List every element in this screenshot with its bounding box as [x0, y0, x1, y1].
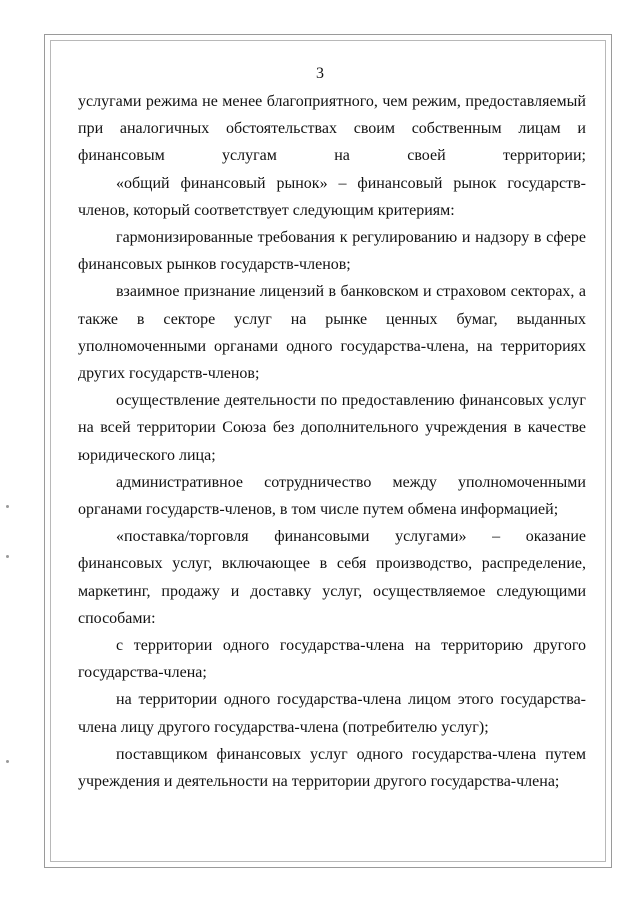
paragraph: «общий финансовый рынок» – финансовый рынок государств-членов, который соответствует следующим критериям:: [78, 174, 586, 219]
paragraph: поставщиком финансовых услуг одного государства-члена путем учреждения и деятельности на территории другого государства-члена;: [78, 745, 586, 791]
scan-mark: [6, 505, 9, 508]
paragraph: «поставка/торговля финансовыми услугами» – оказание финансовых услуг, включающее в себя производство, распределение, маркетинг, продажу и доставку услуг, осуществляемое следующими способами:: [78, 528, 586, 627]
paragraph: административное сотрудничество между уполномоченными органами государств-членов, в том числе путем обмена информацией;: [78, 473, 586, 519]
scan-mark: [6, 760, 9, 763]
paragraph: на территории одного государства-члена лицом этого государства-члена лицу другого государства-члена (потребителю услуг);: [78, 691, 586, 736]
document-body: [78, 88, 586, 795]
paragraph: осуществление деятельности по предоставлению финансовых услуг на всей территории Союза без дополнительного учреждения в качестве юридического лица;: [78, 392, 586, 464]
scan-mark: [6, 555, 9, 558]
paragraph: с территории одного государства-члена на территорию другого государства-члена;: [78, 637, 586, 682]
paragraph: услугами режима не менее благоприятного, чем режим, предоставляемый при аналогичных обстоятельствах своим собственным лицам и финансовым услугам на своей территории;: [78, 93, 586, 165]
paragraph: взаимное признание лицензий в банковском и страховом секторах, а также в секторе услуг на рынке ценных бумаг, выданных уполномоченными органами одного государства-члена, на территориях других государств-членов;: [78, 283, 586, 383]
paragraph: гармонизированные требования к регулированию и надзору в сфере финансовых рынков государств-членов;: [78, 229, 586, 274]
page-number: 3: [316, 65, 324, 82]
